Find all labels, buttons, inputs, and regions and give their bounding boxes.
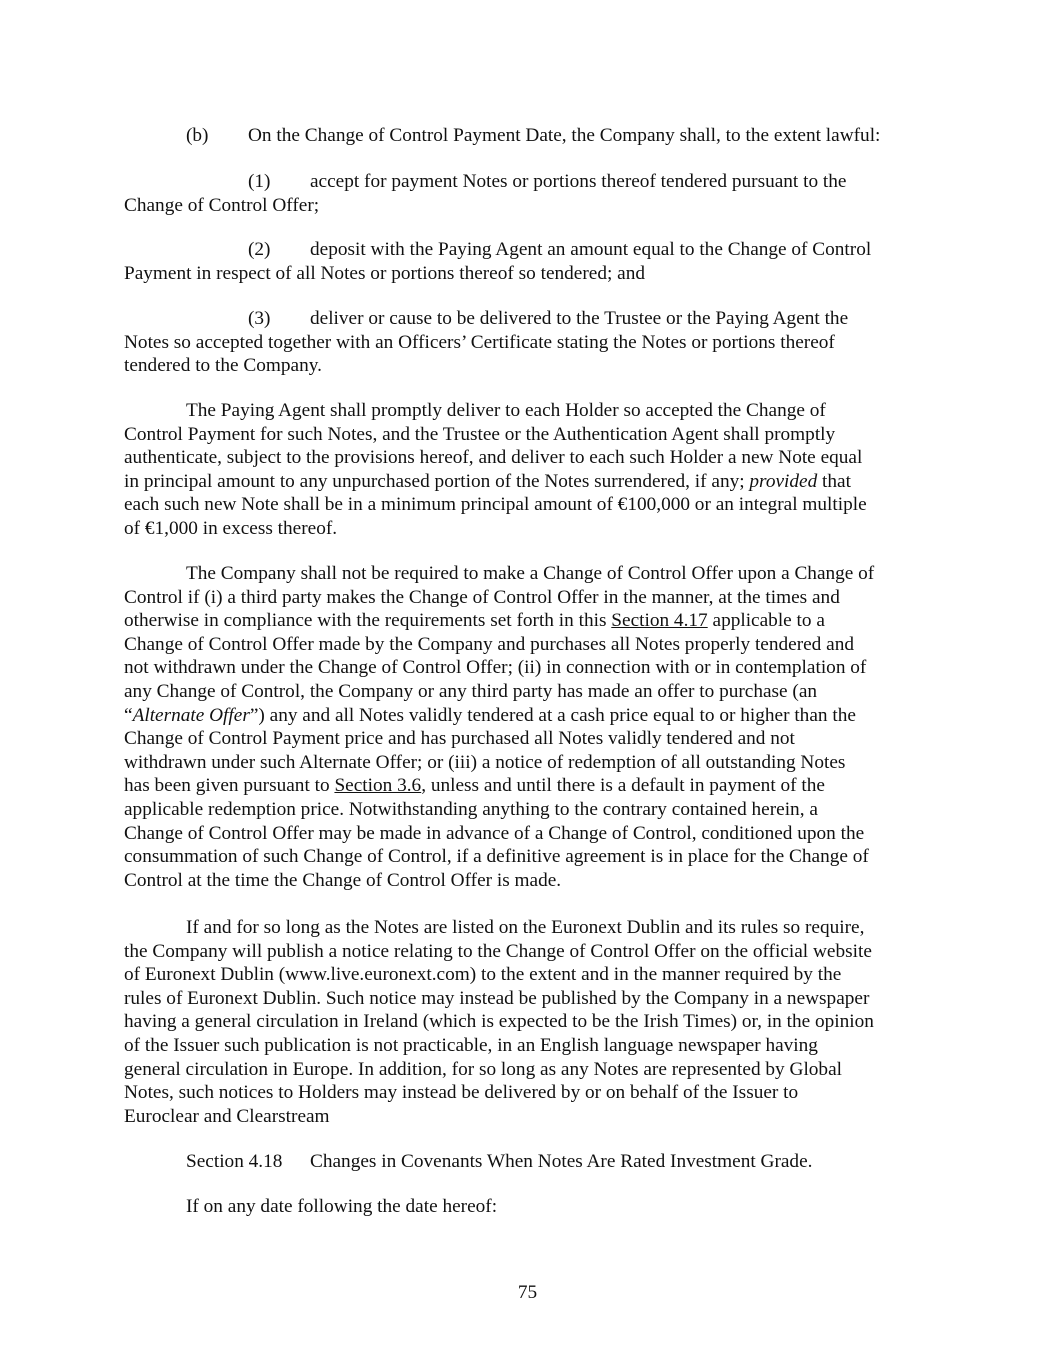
not-required-line-13: consummation of such Change of Control, if a definitive agreement is in place for the Change of [124, 846, 869, 868]
euronext-line-9: Euroclear and Clearstream [124, 1105, 330, 1127]
euronext-line-3: of Euronext Dublin (www.live.euronext.com) to the extent and in the manner required by the [124, 964, 842, 986]
clause-b [124, 124, 934, 148]
paragraph-if-on-date [124, 1195, 934, 1219]
section-4-17-link[interactable]: Section 4.17 [611, 610, 708, 632]
item-3-line-3: tendered to the Company. [124, 355, 322, 377]
euronext-line-4: rules of Euronext Dublin. Such notice may instead be published by the Company in a newspaper [124, 987, 870, 1009]
item-2-line-2: Payment in respect of all Notes or portions thereof so tendered; and [124, 262, 645, 284]
paying-agent-line-4-end: that [817, 470, 851, 492]
paragraph-paying-agent [124, 399, 934, 541]
item-1-label: (1) [248, 171, 271, 192]
not-required-line-7 [124, 704, 934, 728]
item-3-label: (3) [248, 308, 271, 329]
not-required-line-4: Change of Control Offer made by the Company and purchases all Notes properly tendered and [124, 633, 854, 655]
clause-b-line [124, 124, 934, 148]
alternate-offer-open-quote: “ [124, 704, 133, 726]
section-4-18-heading [124, 1150, 934, 1174]
item-2 [124, 238, 934, 285]
not-required-line-5: not withdrawn under the Change of Control Offer; (ii) in connection with or in contemplation of [124, 657, 867, 679]
item-3-line-1 [124, 307, 934, 331]
provided-emphasis: provided [749, 470, 818, 492]
clause-b-label: (b) [186, 125, 209, 146]
not-required-line-10-b: , unless and until there is a default in payment of the [421, 775, 825, 797]
not-required-line-3-b: applicable to a [707, 610, 825, 632]
item-1-line-2: Change of Control Offer; [124, 194, 320, 216]
paying-agent-line-1: The Paying Agent shall promptly deliver to each Holder so accepted the Change of [186, 400, 826, 421]
euronext-line-6: of the Issuer such publication is not practicable, in an English language newspaper having [124, 1034, 818, 1056]
if-on-date-line: If on any date following the date hereof: [186, 1196, 498, 1217]
not-required-line-2: Control if (i) a third party makes the Change of Control Offer in the manner, at the times and [124, 586, 840, 608]
not-required-line-3 [124, 609, 934, 633]
not-required-line-10-a: has been given pursuant to [124, 775, 335, 797]
item-1-text-1: accept for payment Notes or portions thereof tendered pursuant to the [310, 171, 847, 192]
not-required-line-6: any Change of Control, the Company or any third party has made an offer to purchase (an [124, 680, 818, 702]
section-4-18-line [124, 1150, 934, 1174]
item-3-line-2: Notes so accepted together with an Officers’ Certificate stating the Notes or portions thereof [124, 331, 835, 353]
not-required-line-12: Change of Control Offer may be made in advance of a Change of Control, conditioned upon the [124, 822, 865, 844]
item-1-line-1 [124, 170, 934, 194]
item-2-label: (2) [248, 239, 271, 260]
euronext-line-7: general circulation in Europe. In addition, for so long as any Notes are represented by Global [124, 1058, 842, 1080]
not-required-line-1: The Company shall not be required to make a Change of Control Offer upon a Change of [186, 563, 875, 584]
euronext-line-5: having a general circulation in Ireland (which is expected to be the Irish Times) or, in the opinion [124, 1011, 874, 1033]
not-required-line-7-rest: ”) any and all Notes validly tendered at a cash price equal to or higher than the [249, 704, 856, 726]
euronext-line-8: Notes, such notices to Holders may instead be delivered by or on behalf of the Issuer to [124, 1082, 799, 1104]
paying-agent-line-5: each such new Note shall be in a minimum principal amount of €100,000 or an integral multiple [124, 494, 867, 516]
euronext-line-2: the Company will publish a notice relating to the Change of Control Offer on the official website [124, 940, 872, 962]
not-required-line-10 [124, 774, 934, 798]
not-required-line-8: Change of Control Payment price and has purchased all Notes validly tendered and not [124, 728, 795, 750]
section-3-6-link[interactable]: Section 3.6 [334, 775, 422, 797]
paying-agent-line-2: Control Payment for such Notes, and the Trustee or the Authentication Agent shall promptly [124, 423, 836, 445]
alternate-offer-emphasis: Alternate Offer [132, 704, 250, 726]
not-required-line-11: applicable redemption price. Notwithstanding anything to the contrary contained herein, a [124, 798, 818, 820]
paying-agent-line-4-text: in principal amount to any unpurchased portion of the Notes surrendered, if any; [124, 470, 750, 492]
paying-agent-line-6: of €1,000 in excess thereof. [124, 517, 338, 539]
not-required-line-14: Control at the time the Change of Control Offer is made. [124, 869, 562, 891]
section-4-18-title: Changes in Covenants When Notes Are Rated Investment Grade. [310, 1151, 813, 1172]
paying-agent-line-4 [124, 470, 934, 494]
paragraph-euronext [124, 916, 934, 1128]
paying-agent-line-3: authenticate, subject to the provisions hereof, and deliver to each such Holder a new Note equal [124, 447, 863, 469]
euronext-line-1: If and for so long as the Notes are listed on the Euronext Dublin and its rules so require, [186, 917, 865, 938]
item-2-line-1 [124, 238, 934, 262]
item-1 [124, 170, 934, 217]
clause-b-text: On the Change of Control Payment Date, the Company shall, to the extent lawful: [248, 125, 881, 146]
not-required-line-3-a: otherwise in compliance with the requirements set forth in this [124, 610, 612, 632]
item-3-text-1: deliver or cause to be delivered to the Trustee or the Paying Agent the [310, 308, 849, 329]
paragraph-not-required [124, 562, 934, 892]
item-3 [124, 307, 934, 378]
item-2-text-1: deposit with the Paying Agent an amount equal to the Change of Control [310, 239, 872, 260]
page-number: 75 [517, 1282, 538, 1303]
not-required-line-9: withdrawn under such Alternate Offer; or (iii) a notice of redemption of all outstanding Notes [124, 751, 846, 773]
section-4-18-number: Section 4.18 [186, 1151, 283, 1172]
